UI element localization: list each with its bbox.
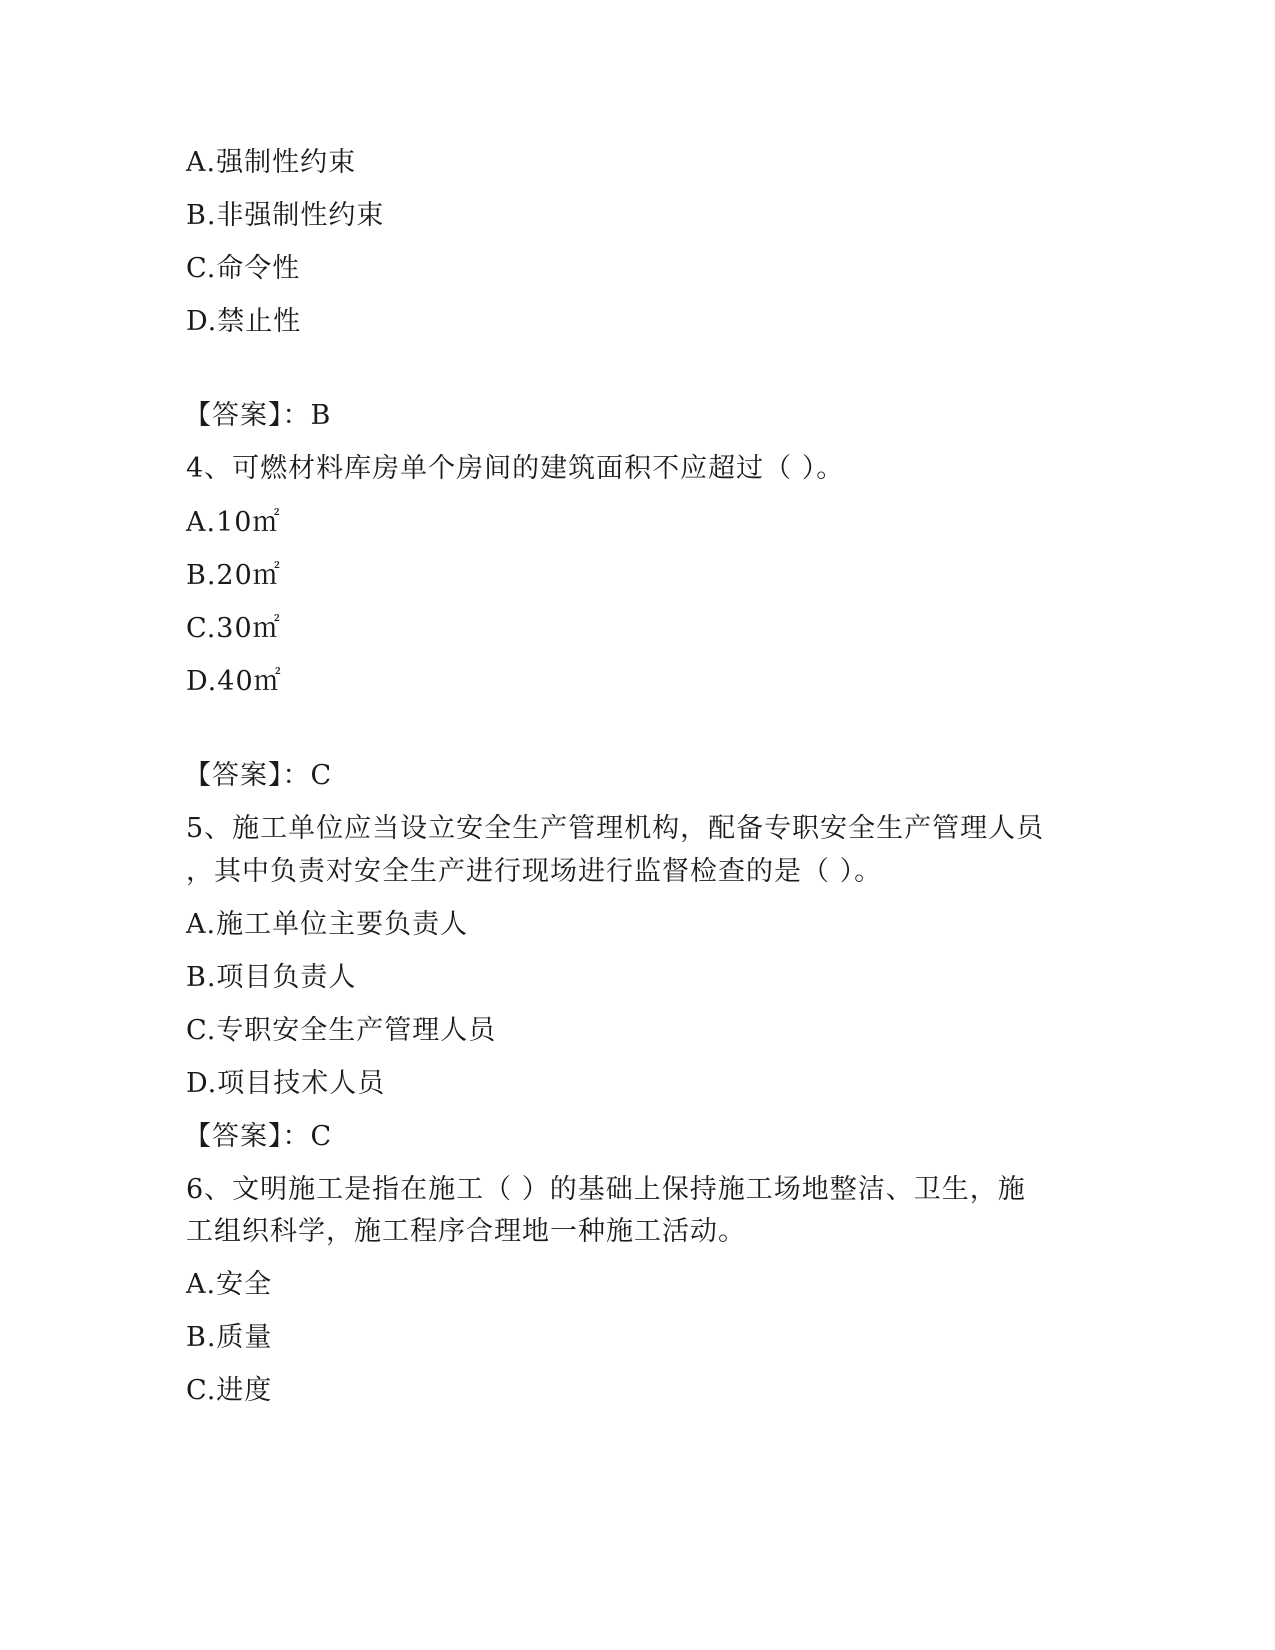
q6-option-c: C.进度 <box>186 1375 273 1406</box>
q5-option-c: C.专职安全生产管理人员 <box>186 1015 497 1046</box>
q4-option-d: D.40㎡ <box>186 666 282 697</box>
q5-option-d: D.项目技术人员 <box>186 1068 386 1099</box>
q6-option-b: B.质量 <box>186 1322 273 1353</box>
q5-answer: 【答案】：C <box>184 1121 333 1152</box>
q6-stem-line-1: 6、文明施工是指在施工（ ）的基础上保持施工场地整洁、卫生，施 <box>186 1174 1026 1205</box>
q3-option-b: B.非强制性约束 <box>186 200 385 231</box>
q4-option-c: C.30㎡ <box>186 613 281 644</box>
q5-stem-line-1: 5、施工单位应当设立安全生产管理机构，配备专职安全生产管理人员 <box>186 813 1045 844</box>
q3-option-a: A.强制性约束 <box>186 147 357 178</box>
q3-option-c: C.命令性 <box>186 253 301 284</box>
q5-option-a: A.施工单位主要负责人 <box>186 909 469 940</box>
q3-option-d: D.禁止性 <box>186 306 302 337</box>
q5-stem-line-2: ，其中负责对安全生产进行现场进行监督检查的是（ ）。 <box>186 856 883 887</box>
q3-answer: 【答案】：B <box>184 400 332 431</box>
q6-option-a: A.安全 <box>186 1269 273 1300</box>
q6-stem-line-2: 工组织科学，施工程序合理地一种施工活动。 <box>186 1216 746 1247</box>
q4-option-a: A.10㎡ <box>186 507 281 538</box>
q4-stem: 4、可燃材料库房单个房间的建筑面积不应超过（ ）。 <box>186 453 845 484</box>
q4-option-b: B.20㎡ <box>186 560 281 591</box>
q5-option-b: B.项目负责人 <box>186 962 357 993</box>
q4-answer: 【答案】：C <box>184 760 333 791</box>
